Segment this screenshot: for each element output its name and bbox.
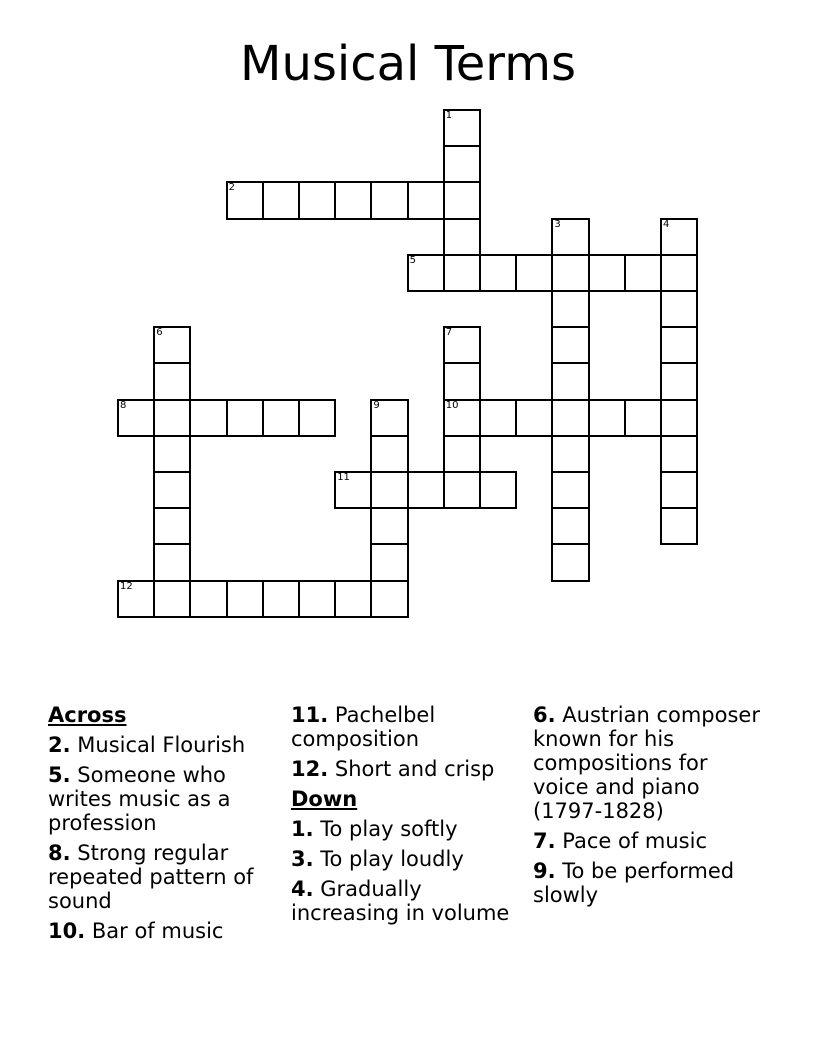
clues-column-3 xyxy=(533,703,769,913)
grid-cell[interactable] xyxy=(407,471,445,509)
grid-cell[interactable] xyxy=(660,471,698,509)
clues-column-2 xyxy=(291,703,527,931)
grid-cell[interactable] xyxy=(443,326,481,364)
clue-text: Pachelbel composition xyxy=(291,703,436,751)
clue-number-label: 2 xyxy=(228,182,235,194)
clue-text: Short and crisp xyxy=(328,757,495,781)
grid-cell[interactable] xyxy=(660,326,698,364)
clue-item xyxy=(291,877,527,925)
clue-number-label: 5 xyxy=(409,254,416,266)
grid-cell[interactable] xyxy=(660,507,698,545)
grid-cell[interactable] xyxy=(660,254,698,292)
clue-number: 1. xyxy=(291,817,314,841)
grid-cell[interactable] xyxy=(443,218,481,256)
grid-cell[interactable] xyxy=(551,326,589,364)
grid-cell[interactable] xyxy=(262,580,300,618)
grid-cell[interactable] xyxy=(334,181,372,219)
grid-cell[interactable] xyxy=(370,399,408,437)
grid-cell[interactable] xyxy=(443,181,481,219)
grid-cell[interactable] xyxy=(551,290,589,328)
grid-cell[interactable] xyxy=(370,181,408,219)
clue-number: 6. xyxy=(533,703,556,727)
clue-text: Someone who writes music as a profession xyxy=(48,763,231,835)
clue-text: To play softly xyxy=(313,817,458,841)
grid-cell[interactable] xyxy=(189,399,227,437)
grid-cell[interactable] xyxy=(298,399,336,437)
grid-cell[interactable] xyxy=(226,580,264,618)
grid-cell[interactable] xyxy=(660,362,698,400)
clue-text: To play loudly xyxy=(313,847,464,871)
clue-text: Bar of music xyxy=(85,919,224,943)
grid-cell[interactable] xyxy=(226,399,264,437)
grid-cell[interactable] xyxy=(624,399,662,437)
clue-number: 5. xyxy=(48,763,71,787)
grid-cell[interactable] xyxy=(443,399,481,437)
grid-cell[interactable] xyxy=(153,580,191,618)
grid-cell[interactable] xyxy=(298,181,336,219)
clue-number-label: 4 xyxy=(663,218,670,230)
grid-cell[interactable] xyxy=(153,362,191,400)
clue-item xyxy=(48,733,280,757)
clue-number: 9. xyxy=(533,859,556,883)
clue-number: 12. xyxy=(291,757,329,781)
grid-cell[interactable] xyxy=(117,580,155,618)
clue-number-label: 1 xyxy=(445,110,453,121)
grid-cell[interactable] xyxy=(551,507,589,545)
clue-item xyxy=(291,757,527,781)
clue-item xyxy=(48,841,280,913)
clue-number: 11. xyxy=(291,703,329,727)
grid-cell[interactable] xyxy=(443,145,481,183)
clue-text: Musical Flourish xyxy=(70,733,246,757)
clue-item xyxy=(533,859,769,907)
puzzle-title: Musical Terms xyxy=(240,36,576,92)
clue-number: 2. xyxy=(48,733,71,757)
grid-cell[interactable] xyxy=(443,109,481,147)
clue-number-label: 8 xyxy=(120,399,127,411)
clue-text: Pace of music xyxy=(555,829,708,853)
grid-cell[interactable] xyxy=(370,507,408,545)
grid-cell[interactable] xyxy=(588,399,626,437)
clue-number: 4. xyxy=(291,877,314,901)
grid-cell[interactable] xyxy=(660,435,698,473)
grid-cell[interactable] xyxy=(370,435,408,473)
grid-cell[interactable] xyxy=(334,471,372,509)
grid-cell[interactable] xyxy=(153,435,191,473)
clue-number: 10. xyxy=(48,919,86,943)
grid-cell[interactable] xyxy=(298,580,336,618)
clue-item xyxy=(48,919,280,943)
clue-item xyxy=(533,703,769,823)
grid-cell[interactable] xyxy=(262,399,300,437)
clue-number-label: 12 xyxy=(120,580,133,592)
clue-item xyxy=(291,817,527,841)
clue-text: Strong regular repeated pattern of sound xyxy=(48,841,254,913)
clues-column-1 xyxy=(48,703,280,949)
grid-cell[interactable] xyxy=(588,254,626,292)
grid-cell[interactable] xyxy=(443,254,481,292)
clue-text: Gradually increasing in volume xyxy=(291,877,510,925)
grid-cell[interactable] xyxy=(660,290,698,328)
grid-cell[interactable] xyxy=(117,399,155,437)
clue-number-label: 3 xyxy=(554,218,561,230)
grid-cell[interactable] xyxy=(443,435,481,473)
grid-cell[interactable] xyxy=(443,471,481,509)
grid-cell[interactable] xyxy=(153,507,191,545)
grid-cell[interactable] xyxy=(479,399,517,437)
grid-cell[interactable] xyxy=(551,435,589,473)
grid-cell[interactable] xyxy=(443,362,481,400)
clue-number-label: 9 xyxy=(373,399,380,411)
clue-item xyxy=(291,703,527,751)
grid-cell[interactable] xyxy=(660,399,698,437)
clue-text: Austrian composer known for his compositions for voice and piano (1797-1828) xyxy=(533,703,760,823)
grid-cell[interactable] xyxy=(370,543,408,581)
grid-cell[interactable] xyxy=(551,543,589,581)
grid-cell[interactable] xyxy=(515,399,553,437)
grid-cell[interactable] xyxy=(515,254,553,292)
grid-cell[interactable] xyxy=(226,181,264,219)
grid-cell[interactable] xyxy=(153,543,191,581)
down-heading: Down xyxy=(291,787,358,811)
clue-number-label: 11 xyxy=(337,472,350,483)
grid-cell[interactable] xyxy=(370,580,408,618)
grid-cell[interactable] xyxy=(153,399,191,437)
clue-number: 8. xyxy=(48,841,71,865)
grid-cell[interactable] xyxy=(407,254,445,292)
grid-cell[interactable] xyxy=(624,254,662,292)
across-heading: Across xyxy=(48,703,127,727)
grid-cell[interactable] xyxy=(153,471,191,509)
grid-cell[interactable] xyxy=(479,471,517,509)
clue-number: 7. xyxy=(533,829,556,853)
grid-cell[interactable] xyxy=(551,399,589,437)
clue-text: To be performed slowly xyxy=(533,859,735,907)
grid-cell[interactable] xyxy=(551,254,589,292)
grid-cell[interactable] xyxy=(479,254,517,292)
clue-number: 3. xyxy=(291,847,314,871)
clue-item xyxy=(48,763,280,835)
grid-cell[interactable] xyxy=(370,471,408,509)
grid-cell[interactable] xyxy=(551,362,589,400)
grid-cell[interactable] xyxy=(660,218,698,256)
grid-cell[interactable] xyxy=(153,326,191,364)
clue-item xyxy=(533,829,769,853)
grid-cell[interactable] xyxy=(551,218,589,256)
grid-cell[interactable] xyxy=(334,580,372,618)
grid-cell[interactable] xyxy=(551,471,589,509)
grid-cell[interactable] xyxy=(189,580,227,618)
clue-number-label: 6 xyxy=(156,327,163,339)
clue-item xyxy=(291,847,527,871)
clue-number-label: 7 xyxy=(445,327,453,339)
grid-cell[interactable] xyxy=(407,181,445,219)
grid-cell[interactable] xyxy=(262,181,300,219)
clue-number-label: 10 xyxy=(445,399,459,411)
